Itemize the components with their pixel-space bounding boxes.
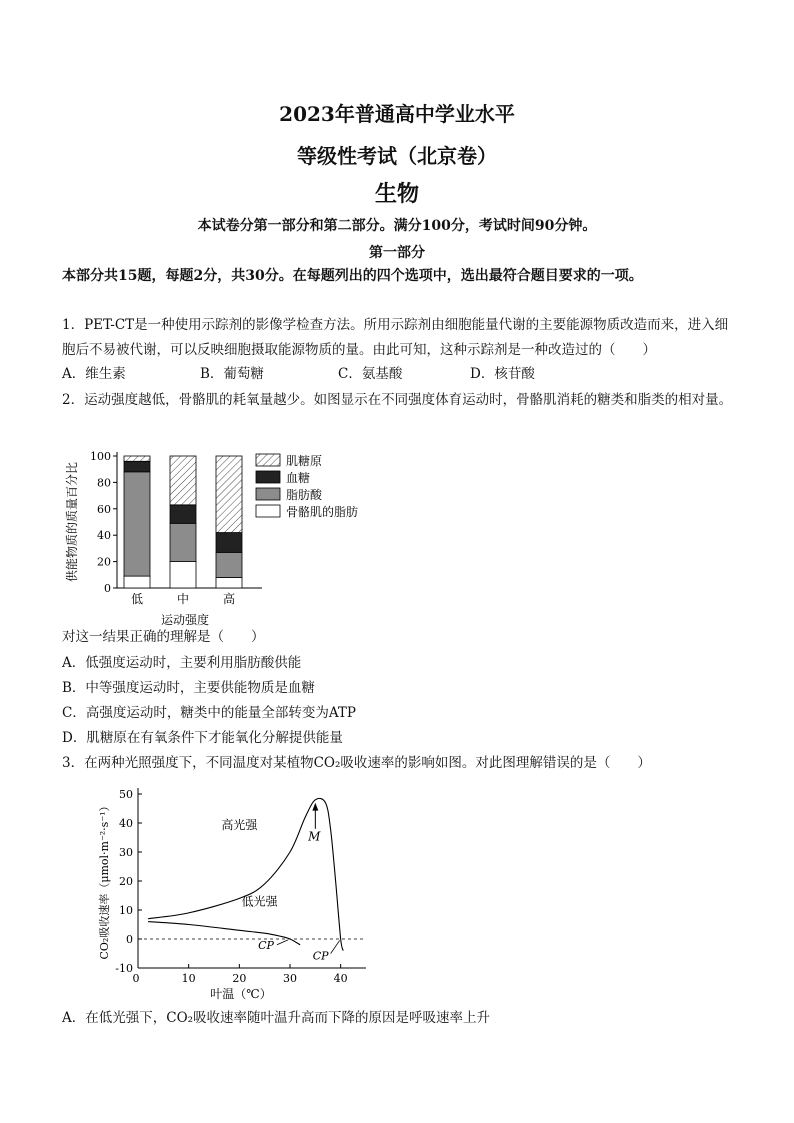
title-line-2: 等级性考试（北京卷）: [297, 144, 497, 168]
c1-legend-label: 肌糖原: [286, 454, 323, 468]
c1-y-tick-label: 80: [97, 476, 111, 490]
c2-y-tick-label: 0: [126, 933, 133, 946]
c2-series-label-high: 高光强: [221, 817, 258, 832]
c1-legend-label: 骨骼肌的脂肪: [286, 505, 359, 519]
q1-option-d: D．核苷酸: [470, 366, 535, 382]
c1-y-tick-label: 0: [104, 582, 111, 595]
c2-low-light-line: [148, 922, 300, 945]
c2-annotation-cp-high: CP: [312, 949, 329, 963]
c1-bar-segment: [216, 577, 242, 588]
q2-option-b: B．中等强度运动时，主要供能物质是血糖: [62, 680, 315, 696]
c1-bar-segment: [124, 472, 150, 576]
q2-stem: 2．运动强度越低，骨骼肌的耗氧量越少。如图显示在不同强度体育运动时，骨骼肌消耗的糖类和脂类的相对量。: [62, 392, 733, 408]
c1-bar-segment: [216, 456, 242, 533]
q1-stem: 1．PET-CT是一种使用示踪剂的影像学检查方法。所用示踪剂由细胞能量代谢的主要能源物质改造而来，进入细胞后不易被代谢，可以反映细胞摄取能源物质的量。由此可知，这种示踪剂是一种改造过的（ ）: [62, 317, 729, 358]
q1-option-a: A．维生素: [62, 366, 126, 382]
c2-annotation-m: M: [308, 829, 321, 844]
c1-x-axis-label: 运动强度: [160, 613, 210, 627]
part-title: 第一部分: [369, 245, 425, 261]
c1-bar-segment: [170, 523, 196, 561]
c2-x-axis-label: 叶温（℃）: [210, 987, 272, 1001]
exam-intro: 本试卷分第一部分和第二部分。满分100分，考试时间90分钟。: [197, 218, 597, 234]
c2-y-tick-label: 50: [119, 788, 133, 801]
c1-legend-label: 血糖: [286, 471, 311, 485]
c2-x-tick-label: 20: [232, 972, 247, 985]
c1-bar-segment: [124, 461, 150, 472]
c1-bar-segment: [124, 456, 150, 461]
c2-y-tick-label: 20: [119, 875, 133, 888]
c1-legend-swatch: [256, 505, 280, 517]
c2-y-tick-label: 10: [119, 904, 133, 917]
c2-x-tick-label: 30: [283, 972, 297, 985]
c2-y-tick-label: 30: [119, 846, 133, 859]
q2-option-d: D．肌糖原在有氧条件下才能氧化分解提供能量: [62, 730, 343, 746]
c1-bar-segment: [216, 533, 242, 553]
c1-y-tick-label: 100: [90, 450, 111, 463]
q1-option-b: B．葡萄糖: [200, 366, 264, 382]
q1-option-c: C．氨基酸: [338, 366, 403, 382]
subject-title: 生物: [374, 181, 419, 207]
c2-y-axis-label: CO₂吸收速率（μmol·m⁻²·s⁻¹）: [98, 800, 111, 960]
q1-options: [62, 362, 734, 386]
c1-bar-segment: [216, 552, 242, 577]
c1-legend-swatch: [256, 454, 280, 466]
c2-cp-low-pointer: [277, 940, 288, 945]
q2-stacked-bar-chart: [62, 440, 392, 630]
part-instructions: 本部分共15题，每题2分，共30分。在每题列出的四个选项中，选出最符合题目要求的一项。: [62, 268, 643, 284]
c2-y-tick-label: -10: [115, 962, 133, 975]
c2-annotation-cp-low: CP: [258, 939, 274, 953]
q3-line-chart: [96, 780, 386, 1005]
c1-x-tick-label: 低: [130, 592, 144, 606]
c1-bar-segment: [170, 456, 196, 505]
c1-bar-segment: [170, 505, 196, 523]
q2-prompt: 对这一结果正确的理解是（ ）: [62, 629, 265, 645]
c2-x-tick-label: 0: [132, 972, 140, 985]
c1-legend-swatch: [256, 488, 280, 500]
c1-bar-segment: [170, 562, 196, 588]
c1-y-tick-label: 20: [97, 555, 111, 569]
c1-y-tick-label: 60: [97, 502, 111, 516]
c2-series-label-low: 低光强: [241, 894, 278, 909]
c1-y-tick-label: 40: [97, 529, 111, 543]
q3-option-a: A．在低光强下，CO₂吸收速率随叶温升高而下降的原因是呼吸速率上升: [62, 1010, 491, 1026]
q2-option-c: C．高强度运动时，糖类中的能量全部转变为ATP: [62, 705, 356, 721]
c1-legend-swatch: [256, 471, 280, 483]
c1-y-axis-label: 供能物质的质量百分比: [65, 461, 79, 583]
c2-x-tick-label: 40: [333, 972, 348, 985]
c2-m-arrow-head: [312, 803, 318, 811]
title-line-1: 2023年普通高中学业水平: [279, 102, 515, 126]
c1-x-tick-label: 中: [176, 592, 190, 606]
q3-stem: 3．在两种光照强度下，不同温度对某植物CO₂吸收速率的影响如图。对此图理解错误的是（ ）: [62, 755, 651, 771]
c1-legend-label: 脂肪酸: [286, 488, 323, 502]
q2-option-a: A．低强度运动时，主要利用脂肪酸供能: [62, 655, 302, 671]
c2-cp-high-pointer: [331, 940, 340, 953]
c2-x-tick-label: 10: [181, 972, 196, 985]
c1-bar-segment: [124, 576, 150, 588]
c2-y-tick-label: 40: [119, 817, 133, 830]
c1-x-tick-label: 高: [222, 592, 236, 606]
